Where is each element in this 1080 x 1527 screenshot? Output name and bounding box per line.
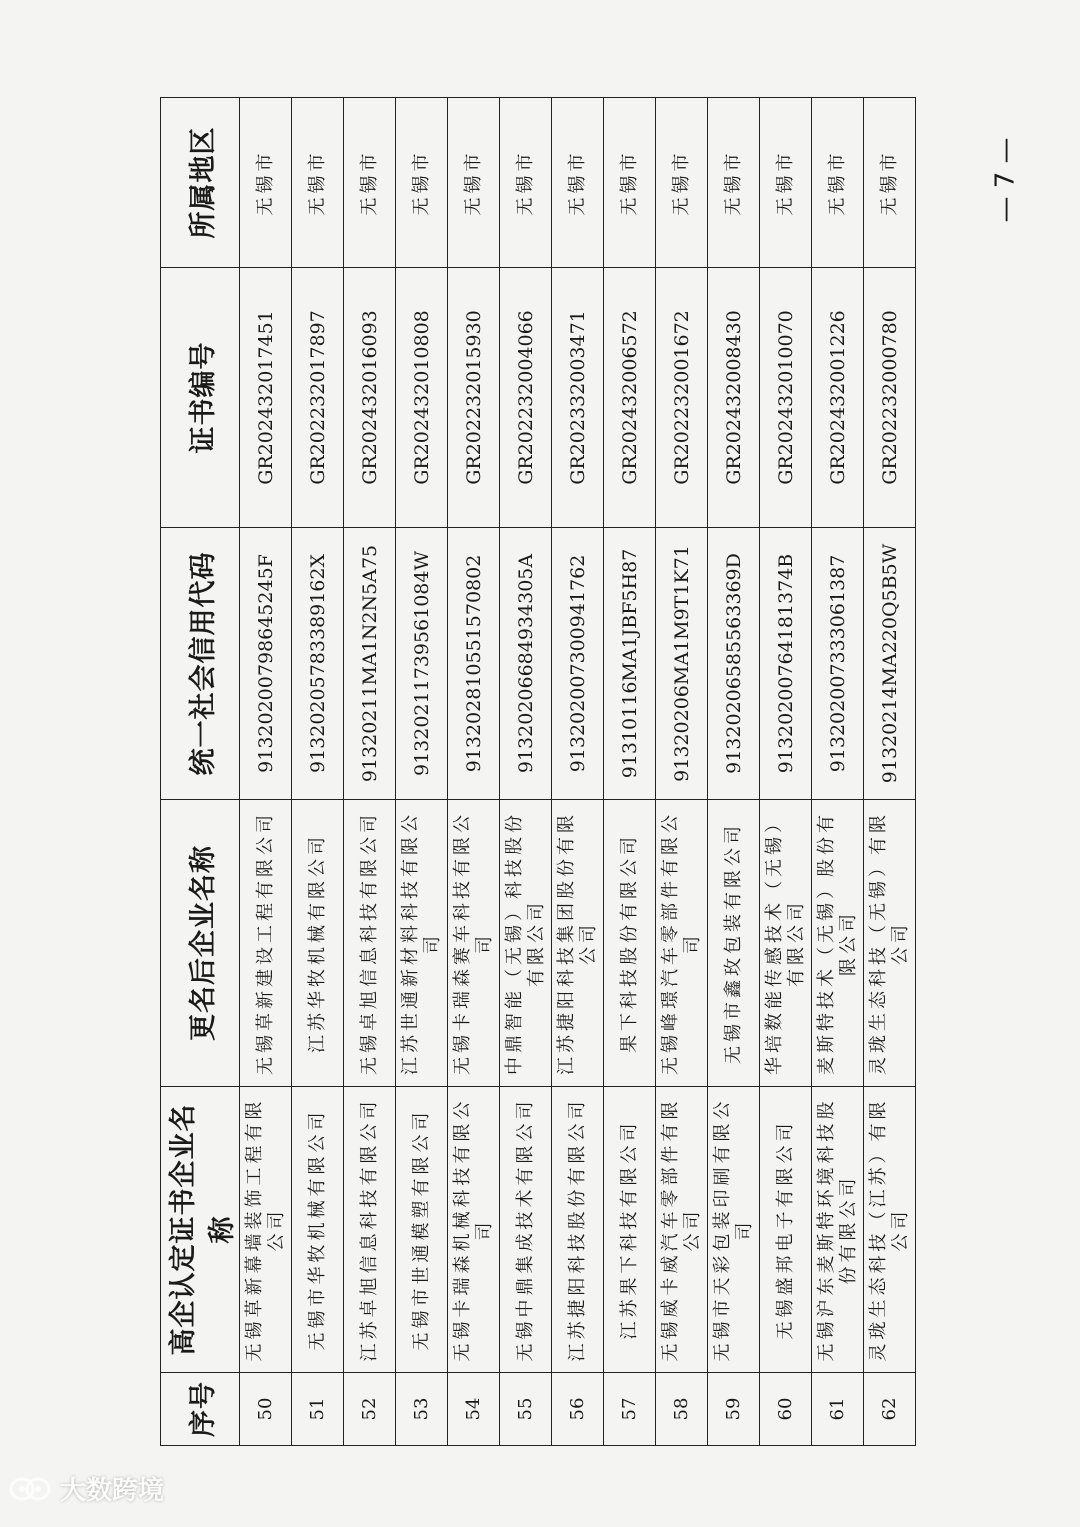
table-row [292, 98, 344, 1446]
cell-seq: 52 [344, 1373, 396, 1446]
header-credit-code: 统一社会信用代码 [161, 528, 240, 800]
cell-seq: 61 [812, 1373, 864, 1446]
cell-seq: 56 [552, 1373, 604, 1446]
cell-new-name: 江苏华牧机械有限公司 [292, 800, 344, 1087]
cell-credit-code: 91320206585563369D [708, 528, 760, 800]
cell-credit-code: 91320200798645245F [240, 528, 292, 800]
rotated-table-page [160, 98, 911, 1446]
header-old-name: 高企认定证书企业名称 [161, 1087, 240, 1373]
cell-cert-no: GR202332003471 [552, 268, 604, 528]
cell-cert-no: GR202432017451 [240, 268, 292, 528]
cell-seq: 60 [760, 1373, 812, 1446]
cell-credit-code: 913202007300941762 [552, 528, 604, 800]
cell-old-name: 江苏果下科技有限公司 [604, 1087, 656, 1373]
cell-new-name: 无锡市鑫玫包装有限公司 [708, 800, 760, 1087]
cell-region: 无锡市 [292, 98, 344, 268]
cell-seq: 62 [864, 1373, 916, 1446]
cell-old-name: 无锡市世通模塑有限公司 [396, 1087, 448, 1373]
cell-cert-no: GR202432016093 [344, 268, 396, 528]
cell-region: 无锡市 [500, 98, 552, 268]
table-row [240, 98, 292, 1446]
cell-cert-no: GR202232000780 [864, 268, 916, 528]
cell-old-name: 无锡市华牧机械有限公司 [292, 1087, 344, 1373]
table-header-row [161, 98, 240, 1446]
cell-seq: 58 [656, 1373, 708, 1446]
cell-region: 无锡市 [604, 98, 656, 268]
cell-new-name: 无锡峰璟汽车零部件有限公司 [656, 800, 708, 1087]
cell-region: 无锡市 [760, 98, 812, 268]
cell-cert-no: GR202232017897 [292, 268, 344, 528]
cell-credit-code: 91320205783389162X [292, 528, 344, 800]
table-row [812, 98, 864, 1446]
cell-region: 无锡市 [656, 98, 708, 268]
cell-region: 无锡市 [812, 98, 864, 268]
table-row [760, 98, 812, 1446]
cell-old-name: 灵珑生态科技（江苏）有限公司 [864, 1087, 916, 1373]
header-new-name: 更名后企业名称 [161, 800, 240, 1087]
cell-region: 无锡市 [396, 98, 448, 268]
cell-cert-no: GR202432010808 [396, 268, 448, 528]
cell-old-name: 江苏卓旭信息科技有限公司 [344, 1087, 396, 1373]
cell-seq: 50 [240, 1373, 292, 1446]
cell-cert-no: GR202432008430 [708, 268, 760, 528]
table-row [864, 98, 916, 1446]
page-number: — 7 — [990, 137, 1021, 223]
cell-seq: 57 [604, 1373, 656, 1446]
cell-cert-no: GR202232004066 [500, 268, 552, 528]
cell-new-name: 无锡卡瑞森赛车科技有限公司 [448, 800, 500, 1087]
cell-region: 无锡市 [448, 98, 500, 268]
cell-new-name: 果下科技股份有限公司 [604, 800, 656, 1087]
cell-cert-no: GR202232001672 [656, 268, 708, 528]
table-row [448, 98, 500, 1446]
cell-seq: 59 [708, 1373, 760, 1446]
cell-new-name: 无锡卓旭信息科技有限公司 [344, 800, 396, 1087]
cell-seq: 55 [500, 1373, 552, 1446]
table-row [344, 98, 396, 1446]
cell-seq: 53 [396, 1373, 448, 1446]
cell-credit-code: 913202810551570802 [448, 528, 500, 800]
cell-new-name: 江苏世通新材料科技有限公司 [396, 800, 448, 1087]
cell-old-name: 无锡盛邦电子有限公司 [760, 1087, 812, 1373]
cell-new-name: 灵珑生态科技（无锡）有限公司 [864, 800, 916, 1087]
watermark-logo-icon [8, 1474, 52, 1504]
cell-credit-code: 91320200764181374B [760, 528, 812, 800]
cell-region: 无锡市 [552, 98, 604, 268]
cell-new-name: 麦斯特技术（无锡）股份有限公司 [812, 800, 864, 1087]
cell-cert-no: GR202232015930 [448, 268, 500, 528]
cell-new-name: 江苏捷阳科技集团股份有限公司 [552, 800, 604, 1087]
table-row [604, 98, 656, 1446]
table-row [396, 98, 448, 1446]
cell-old-name: 江苏捷阳科技股份有限公司 [552, 1087, 604, 1373]
table-row [500, 98, 552, 1446]
company-rename-table [160, 97, 916, 1446]
cell-region: 无锡市 [864, 98, 916, 268]
cell-cert-no: GR202432001226 [812, 268, 864, 528]
cell-new-name: 中鼎智能（无锡）科技股份有限公司 [500, 800, 552, 1087]
cell-old-name: 无锡卡瑞森机械科技有限公司 [448, 1087, 500, 1373]
cell-region: 无锡市 [344, 98, 396, 268]
cell-region: 无锡市 [708, 98, 760, 268]
cell-cert-no: GR202432010070 [760, 268, 812, 528]
cell-credit-code: 91320211739561084W [396, 528, 448, 800]
cell-credit-code: 91320211MA1N2N5A75 [344, 528, 396, 800]
cell-old-name: 无锡草新幕墙装饰工程有限公司 [240, 1087, 292, 1373]
cell-credit-code: 91320214MA220Q5B5W [864, 528, 916, 800]
cell-old-name: 无锡市天彩包装印刷有限公司 [708, 1087, 760, 1373]
table-row [552, 98, 604, 1446]
table-row [656, 98, 708, 1446]
cell-credit-code: 91320206684934305A [500, 528, 552, 800]
watermark-text: 大数跨境 [60, 1476, 165, 1506]
header-seq: 序号 [161, 1373, 240, 1446]
cell-credit-code: 91310116MA1JBF5H87 [604, 528, 656, 800]
cell-region: 无锡市 [240, 98, 292, 268]
table-row [708, 98, 760, 1446]
header-region: 所属地区 [161, 98, 240, 268]
watermark [8, 1470, 164, 1507]
cell-old-name: 无锡沪东麦斯特环境科技股份有限公司 [812, 1087, 864, 1373]
cell-credit-code: 913202007333061387 [812, 528, 864, 800]
cell-seq: 51 [292, 1373, 344, 1446]
cell-new-name: 无锡草新建设工程有限公司 [240, 800, 292, 1087]
cell-cert-no: GR202432006572 [604, 268, 656, 528]
cell-old-name: 无锡威卡威汽车零部件有限公司 [656, 1087, 708, 1373]
cell-credit-code: 91320206MA1M9T1K71 [656, 528, 708, 800]
cell-new-name: 华培数能传感技术（无锡）有限公司 [760, 800, 812, 1087]
cell-seq: 54 [448, 1373, 500, 1446]
header-cert-no: 证书编号 [161, 268, 240, 528]
cell-old-name: 无锡中鼎集成技术有限公司 [500, 1087, 552, 1373]
